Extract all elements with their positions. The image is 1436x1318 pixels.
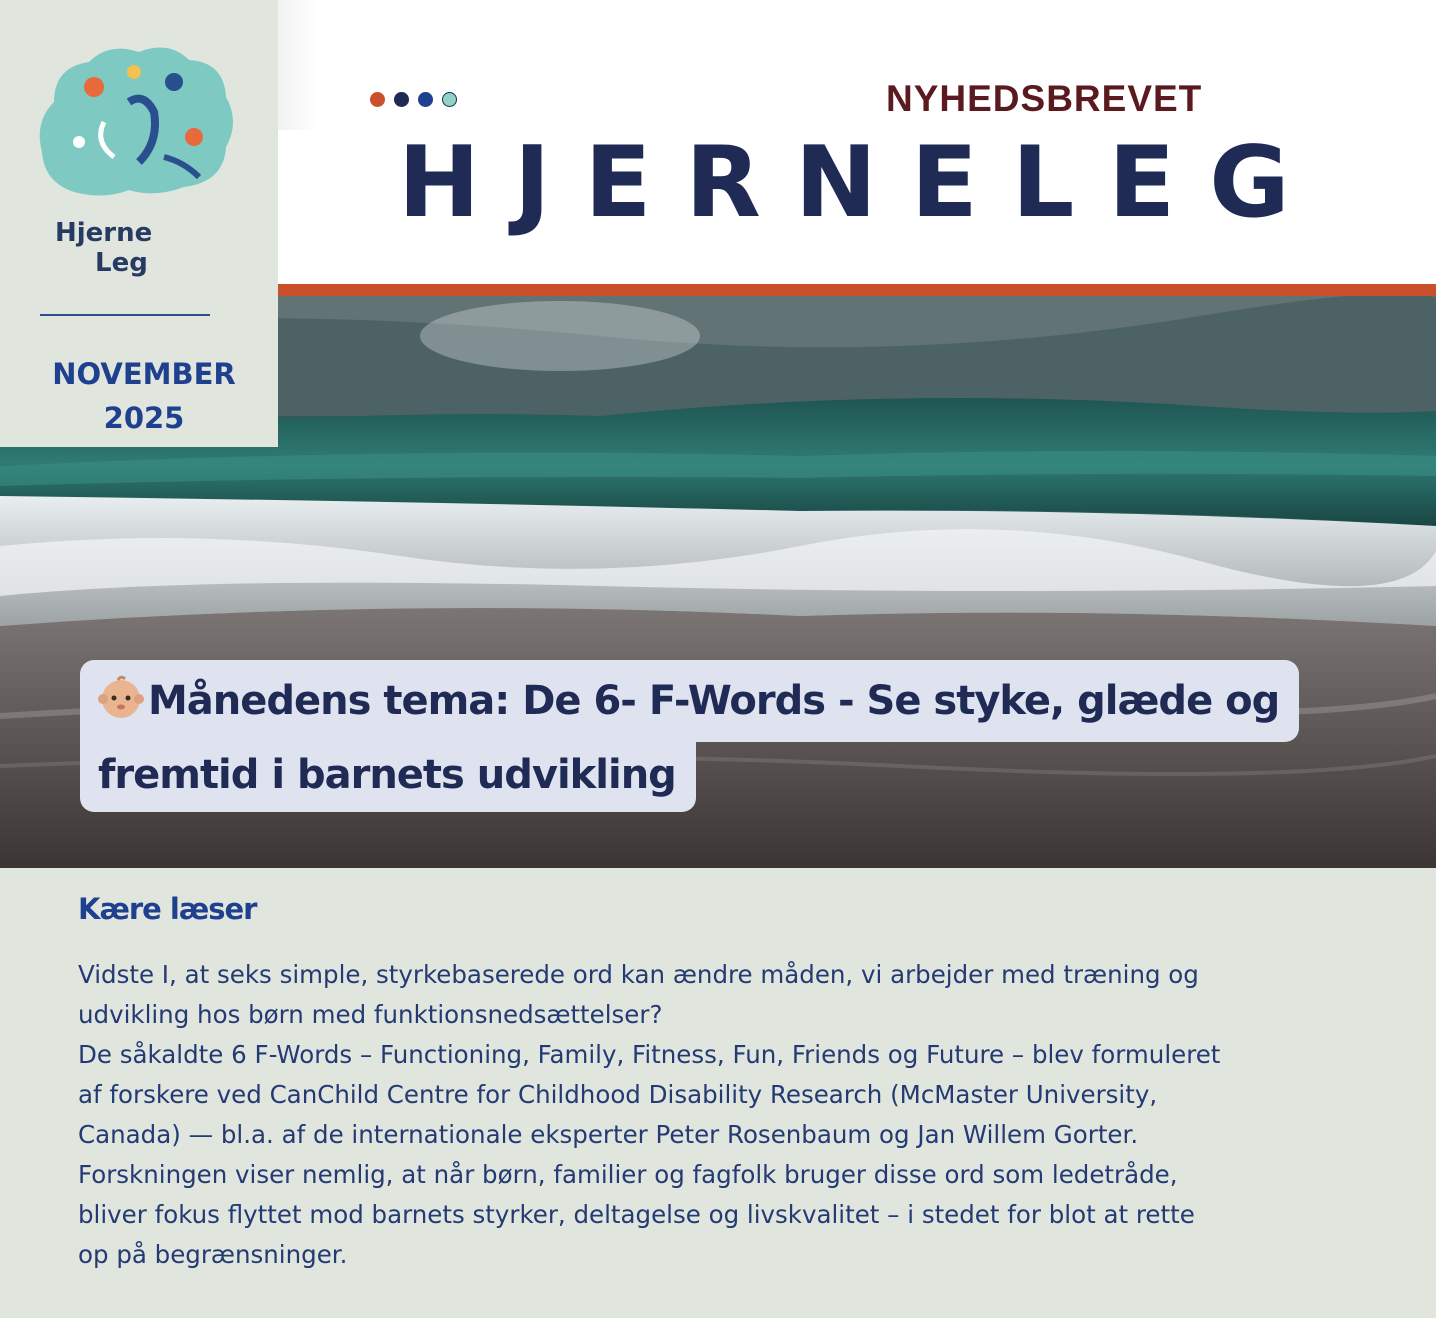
logo-wordmark — [55, 218, 152, 278]
accent-bar — [278, 284, 1436, 296]
theme-title-line2-box — [80, 742, 696, 812]
theme-banner — [80, 660, 1299, 812]
newsletter-masthead: HJERNELEG — [398, 126, 1324, 240]
brain-logo-icon — [34, 42, 240, 198]
dot-mint — [442, 92, 457, 107]
baby-face-icon — [98, 674, 144, 720]
theme-title-line2: fremtid i barnets udvikling — [98, 752, 676, 798]
newsletter-kicker: NYHEDSBREVET — [886, 78, 1203, 119]
intro-paragraph — [78, 955, 1378, 1275]
paragraph-line: Forskningen viser nemlig, at når børn, familier og fagfolk bruger disse ord som ledetråde, — [78, 1160, 1178, 1189]
theme-title-line1-box — [80, 660, 1299, 742]
dot-blue — [418, 92, 433, 107]
panel-divider — [40, 314, 210, 316]
paragraph-line: op på begrænsninger. — [78, 1240, 348, 1269]
greeting-heading: Kære læser — [78, 892, 257, 926]
paragraph-line: af forskere ved CanChild Centre for Childhood Disability Research (McMaster University, — [78, 1080, 1158, 1109]
dot-navy — [394, 92, 409, 107]
logo-line1: Hjerne — [55, 218, 153, 248]
issue-year: 2025 — [103, 401, 185, 435]
logo-line2: Leg — [95, 248, 148, 278]
paragraph-line: udvikling hos børn med funktionsnedsættelser? — [78, 1000, 663, 1029]
paragraph-line: bliver fokus flyttet mod barnets styrker, deltagelse og livskvalitet – i stedet for blot at rette — [78, 1200, 1195, 1229]
date-panel — [0, 0, 278, 447]
theme-title-line1: Månedens tema: De 6- F-Words - Se styke, glæde og — [148, 678, 1280, 724]
issue-date — [0, 352, 288, 440]
issue-month: NOVEMBER — [52, 357, 236, 391]
paragraph-line: De såkaldte 6 F-Words – Functioning, Family, Fitness, Fun, Friends og Future – blev formuleret — [78, 1040, 1221, 1069]
paragraph-line: Vidste I, at seks simple, styrkebaserede ord kan ændre måden, vi arbejder med træning og — [78, 960, 1199, 989]
paragraph-line: Canada) — bl.a. af de internationale eksperter Peter Rosenbaum og Jan Willem Gorter. — [78, 1120, 1139, 1149]
decorative-dots — [370, 92, 457, 107]
dot-orange — [370, 92, 385, 107]
